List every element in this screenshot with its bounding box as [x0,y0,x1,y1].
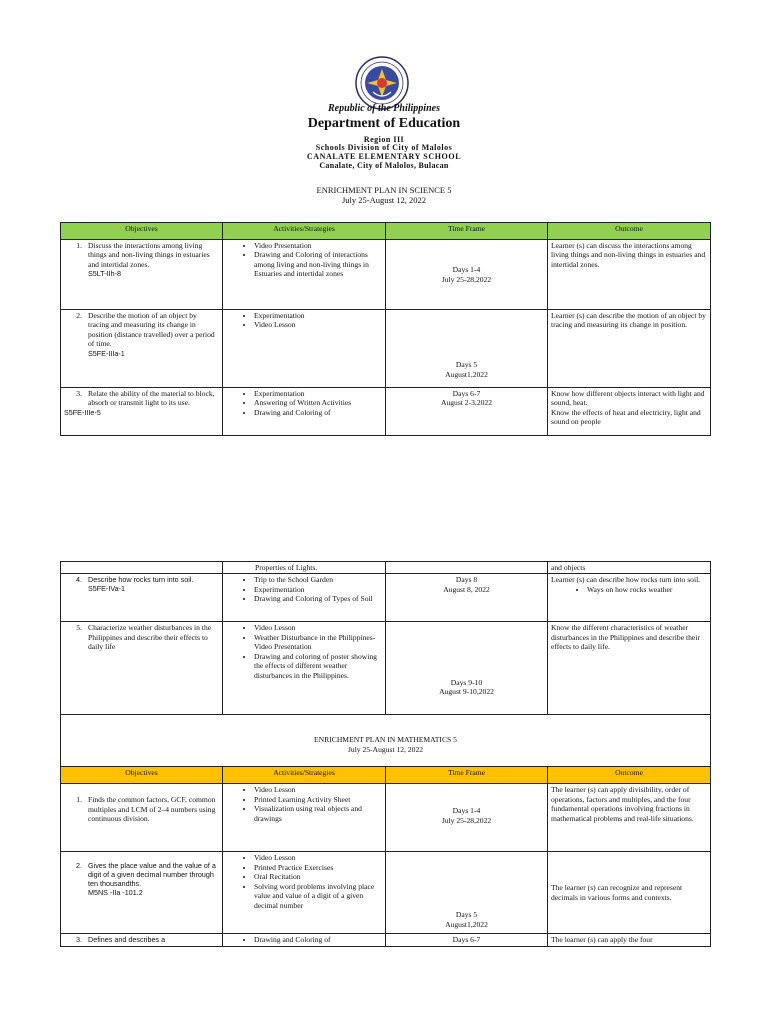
outcome-line: Know the effects of heat and electricity, light and sound on people [551,407,701,427]
time-frame-date: August 2-3,2022 [440,398,493,408]
column-header-objectives: Objectives [61,223,223,240]
time-frame-days: Days 6-7 [452,935,481,945]
column-header-objectives: Objectives [61,767,223,784]
time-frame-date: August 8, 2022 [443,584,490,594]
division-label: Schools Division of City of Malolos [315,143,453,152]
activity-item: • Experimentation [254,389,382,398]
time-frame-date: August1,2022 [445,369,488,379]
science-header-row [61,223,711,240]
region-label: Region III [363,135,405,144]
objective-number: 1. [76,795,82,805]
activity-item: • Video Lesson [254,320,382,329]
objective-cell [61,310,223,388]
activity-item: • Trip to the School Garden [254,575,382,584]
competency-code: M5NS -IIa -101.2 [88,888,143,898]
column-header-activities: Activities/Strategies [223,767,386,784]
objective-cell [61,852,223,934]
time-frame-cell [386,852,548,934]
table-row [61,852,711,934]
column-header-outcome: Outcome [548,223,711,240]
activities-cell [223,574,386,622]
outcome-line: Know how different objects interact with light and sound, heat. [551,389,705,408]
activities-cell [223,852,386,934]
outcome-cell: The learner (s) can apply divisibility, order of operations, factors and multiples, and the four fundamental operations involving fractions in mathematical problems and real-life situations. [548,784,711,852]
objective-number: 1. [76,241,82,250]
time-frame-cell [386,562,548,574]
objective-cell [61,934,223,946]
activity-item: • Printed Practice Exercises [254,863,382,872]
objective-text: Describe the motion of an object by tracing and measuring its change in position (distance travelled) over a period of time. [88,311,215,349]
table-row [61,934,711,946]
activity-item: • Answering of Written Activities [254,398,382,407]
time-frame-cell [386,934,548,946]
math-title-cell [61,715,711,767]
table-row [61,310,711,388]
activities-cell [223,622,386,715]
time-frame-date: July 25-28,2022 [441,815,492,825]
activity-item: • Experimentation [254,585,382,594]
activity-item: • Printed Learning Activity Sheet [254,795,382,804]
time-frame-cell [386,622,548,715]
time-frame-date: August1,2022 [445,919,488,929]
objective-number: 3. [76,935,82,945]
objective-cell [61,574,223,622]
time-frame-cell [386,574,548,622]
column-header-outcome: Outcome [548,767,711,784]
objective-cell [61,388,223,436]
competency-code: S5FE-IVa-1 [88,584,126,594]
activities-cell [223,240,386,310]
objective-text: Describe how rocks turn into soil. [88,575,194,585]
table-row [61,622,711,715]
activity-item: • Video Lesson [254,623,382,632]
activity-item: • Video Presentation [254,241,382,250]
time-frame-date: August 9-10,2022 [439,687,494,696]
time-frame-days: Days 5 [455,360,478,370]
time-frame-cell [386,388,548,436]
time-frame-days: Days 1-4 [452,265,481,275]
objective-number: 2. [76,311,82,320]
outcome-bullet: • Ways on how rocks weather [587,585,707,594]
time-frame-cell [386,784,548,852]
time-frame-days: Days 9-10 [450,677,483,687]
objective-number: 4. [76,575,82,585]
activity-item: • Drawing and Coloring of [254,935,382,944]
time-frame-date: July 25-28,2022 [441,274,492,284]
activities-cell [223,388,386,436]
activity-item: • Solving word problems involving place value and value of a digit of a given decimal number [254,882,382,910]
science-table [60,222,711,436]
objective-number: 3. [76,389,82,398]
objective-cell [61,240,223,310]
outcome-cell: and objects [548,562,711,574]
table-row [61,574,711,622]
activity-item: • Drawing and coloring of poster showing the effects of different weather disturbances in the Philippines. [254,652,382,680]
objective-text: Discuss the interactions among living things and non-living things in estuaries and intertidal zones. [88,241,210,269]
activity-item: • Video Lesson [254,785,382,794]
math-header-row [61,767,711,784]
school-address: Canalate, City of Malolos, Bulacan [319,161,449,170]
column-header-time-frame: Time Frame [386,223,548,240]
activity-item: • Experimentation [254,311,382,320]
science-plan-title: ENRICHMENT PLAN IN SCIENCE 5 [316,185,452,195]
competency-code: S5FE-IIIa-1 [88,348,125,358]
time-frame-days: Days 6-7 [452,389,481,398]
table-row [61,240,711,310]
deped-seal-logo [355,56,409,110]
outcome-text: Learner (s) can describe how rocks turn into soil. [551,575,701,585]
outcome-cell: Know the different characteristics of weather disturbances in the Philippines and describe their effects to daily life. [548,622,711,715]
objective-text: Defines and describes a [88,935,166,945]
math-plan-title: ENRICHMENT PLAN IN MATHEMATICS 5 [314,735,457,745]
outcome-cell: The learner (s) can apply the four [548,934,711,946]
activity-item: • Video Lesson [254,853,382,862]
time-frame-cell [386,310,548,388]
objective-text: Gives the place value and the value of a digit of a given decimal number through ten thousandths. [88,861,216,889]
activities-cell [223,934,386,946]
table-row [61,388,711,436]
math-plan-dates: July 25-August 12, 2022 [347,744,424,754]
objective-text: Characterize weather disturbances in the Philippines and describe their effects to daily life [88,623,212,652]
outcome-cell [548,388,711,436]
activity-item: • Visualization using real objects and drawings [254,804,382,823]
time-frame-cell [386,240,548,310]
competency-code: S5LT-IIh-8 [88,269,122,279]
activities-cell [223,310,386,388]
activity-item: • Drawing and Coloring of Types of Soil [254,594,382,603]
objective-cell [61,622,223,715]
outcome-cell [548,574,711,622]
objective-cell [61,562,223,574]
math-title-row [61,715,711,767]
outcome-cell: Learner (s) can describe the motion of an object by tracing and measuring its change in position. [548,310,711,388]
continued-table [60,561,711,947]
time-frame-days: Days 5 [455,910,478,920]
republic-label: Republic of the Philippines [328,103,440,114]
competency-code: S5FE-IIIe-5 [64,407,101,417]
objective-number: 5. [76,623,82,633]
column-header-activities: Activities/Strategies [223,223,386,240]
table-row [61,784,711,852]
objective-text: Finds the common factors, GCF, common multiples and LCM of 2–4 numbers using continuous division. [88,795,216,824]
school-name: CANALATE ELEMENTARY SCHOOL [306,152,462,161]
department-title: Department of Education [307,116,461,131]
outcome-cell: The learner (s) can recognize and represent decimals in various forms and contexts. [548,852,711,934]
objective-cell [61,784,223,852]
column-header-time-frame: Time Frame [386,767,548,784]
activity-item: • Weather Disturbance in the Philippines-Video Presentation [254,633,382,652]
time-frame-days: Days 8 [455,575,478,585]
time-frame-days: Days 1-4 [452,806,481,816]
activity-item: • Drawing and Coloring of [254,408,382,417]
outcome-cell: Learner (s) can discuss the interactions among living things and non-living things in estuaries and intertidal zones. [548,240,711,310]
objective-number: 2. [76,861,82,871]
activity-item: • Oral Recitation [254,872,382,881]
science-plan-dates: July 25-August 12, 2022 [341,195,427,205]
table-row-continued [61,562,711,574]
activities-cell [223,784,386,852]
activities-cell: Properties of Lights. [223,562,386,574]
activity-item: • Drawing and Coloring of interactions among living and non-living things in Estuaries and intertidal zones [254,250,382,278]
objective-text: Relate the ability of the material to block, absorb or transmit light to its use. [88,389,215,408]
